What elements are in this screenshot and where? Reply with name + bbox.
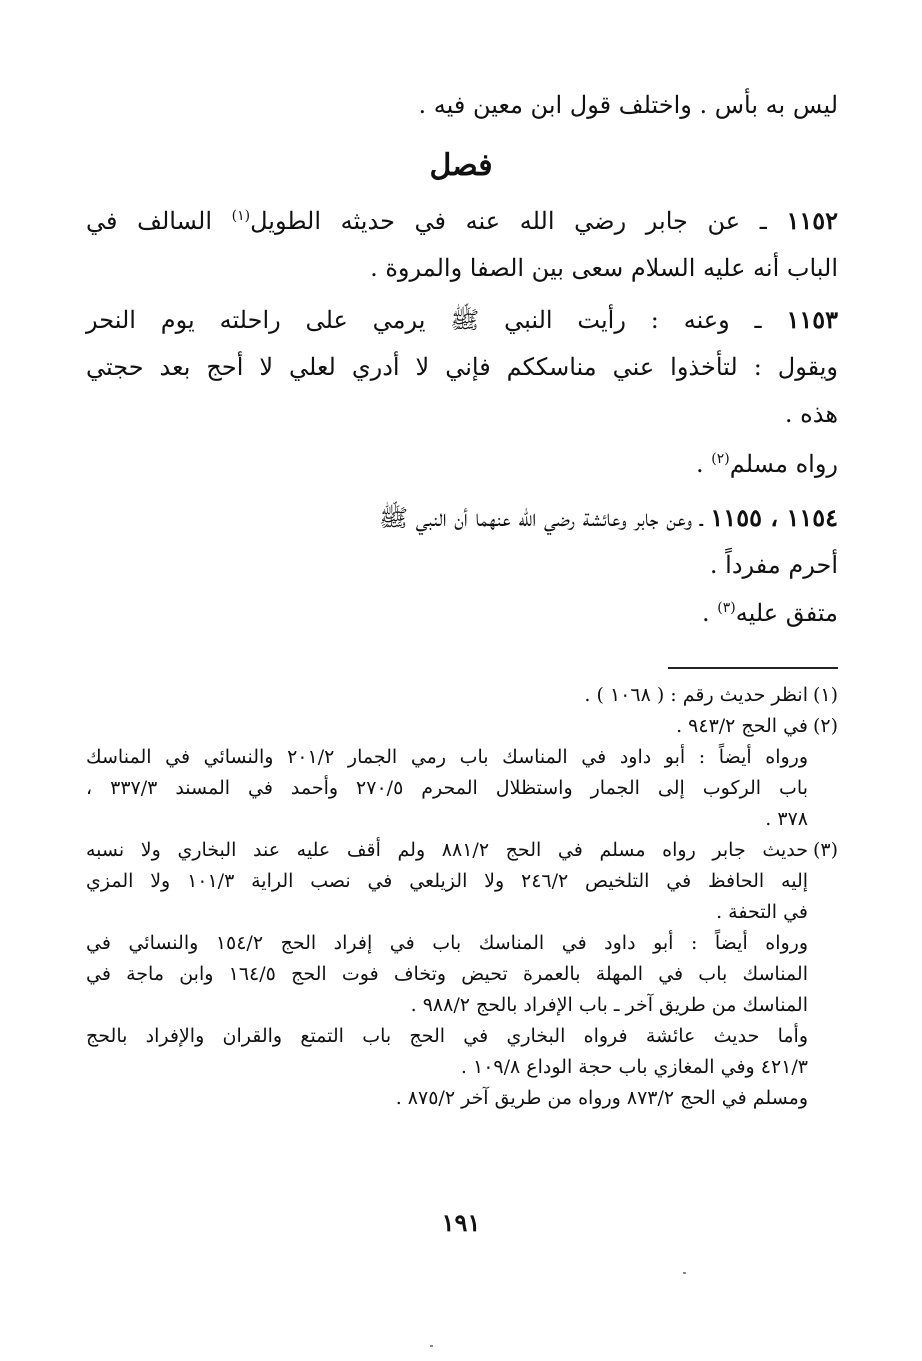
footnote-line: ٣٧٨ . xyxy=(765,808,808,830)
agreement-end: . xyxy=(702,599,718,627)
page-number: ١٩١ xyxy=(441,1208,481,1237)
footnote-line: في الحج ٩٤٣/٢ . xyxy=(676,715,808,737)
footnote-line: المناسك من طريق آخر ـ باب الإفراد بالحج ٩٨٨/٢ . xyxy=(410,994,808,1016)
footnote-line: ورواه أيضاً : أبو داود في المناسك باب رمي الجمار ٢٠١/٢ والنسائي في المناسك xyxy=(86,746,808,768)
narration-source xyxy=(86,441,838,488)
hadith-1153-line2: ويقول : لتأخذوا عني مناسككم فإني لا أدري لعلي لا أحج بعد حجتي xyxy=(86,353,838,381)
footnote-3 xyxy=(86,835,838,1114)
footnotes xyxy=(86,680,838,1114)
hadith-text: ـ عن جابر رضي الله عنه في حديثه الطويل xyxy=(250,207,767,235)
footnote-line: ورواه أيضاً : أبو داود في المناسك باب في إفراد الحج ١٥٤/٢ والنسائي في xyxy=(86,932,808,954)
footnote-marker: (٢) xyxy=(812,715,838,737)
footnote-line: إليه الحافظ في التلخيص ٢٤٦/٢ ولا الزيلعي في نصب الراية ١٠١/٣ ولا المزي xyxy=(86,870,809,892)
scan-speck xyxy=(430,1345,433,1347)
hadith-1152-line1 xyxy=(86,197,838,245)
footnote-line: انظر حديث رقم : ( ١٠٦٨ ) . xyxy=(584,684,808,706)
hadith-1153-line1 xyxy=(86,296,838,344)
agreement-line xyxy=(86,590,838,637)
footnote-line: باب الركوب إلى الجمار واستظلال المحرم ٢٧٠/٥ وأحمد في المسند ٣٣٧/٣ ، xyxy=(86,777,808,799)
hadith-text: ـ وعنه : رأيت النبي ﷺ يرمي على راحلته يوم النحر xyxy=(86,306,762,334)
opening-line-block xyxy=(86,82,838,129)
footnote-line: في التحفة . xyxy=(716,901,808,923)
hadith-1154-1155 xyxy=(86,494,838,589)
hadith-1154-line1 xyxy=(86,494,838,542)
hadith-number: ١١٥٤ ، ١١٥٥ xyxy=(710,503,838,532)
footnote-marker: (٣) xyxy=(812,839,838,861)
footnote-line: المناسك باب في المهلة بالعمرة تحيض وتخاف فوت الحج ١٦٤/٥ وابن ماجة في xyxy=(86,963,808,985)
narration-text: رواه مسلم xyxy=(729,450,838,478)
narration-source-line xyxy=(86,441,838,488)
narration-end: . xyxy=(696,450,712,478)
footnote-ref-3: (٣) xyxy=(717,600,736,616)
agreement-note xyxy=(86,590,838,637)
footnote-marker: (١) xyxy=(812,684,838,706)
footnote-line: ومسلم في الحج ٨٧٣/٢ ورواه من طريق آخر ٨٧٥/٢ . xyxy=(395,1087,808,1109)
hadith-number: ١١٥٢ xyxy=(786,206,839,235)
footnote-1 xyxy=(86,680,838,711)
hadith-1152-line2: الباب أنه عليه السلام سعى بين الصفا والمروة . xyxy=(370,254,838,282)
footnote-line: حديث جابر رواه مسلم في الحج ٨٨١/٢ ولم أقف عليه عند البخاري ولا نسبه xyxy=(86,839,809,861)
footnote-ref-1: (١) xyxy=(231,208,251,224)
hadith-number: ١١٥٣ xyxy=(786,305,838,334)
hadith-1153-line3: هذه . xyxy=(784,400,838,428)
footnote-line: وأما حديث عائشة فرواه البخاري في الحج باب التمتع والقران والإفراد بالحج xyxy=(86,1025,808,1047)
agreement-text: متفق عليه xyxy=(735,599,838,627)
footnote-line: ٤٢١/٣ وفي المغازي باب حجة الوداع ١٠٩/٨ . xyxy=(460,1056,808,1078)
hadith-1152 xyxy=(86,197,838,292)
opening-line: ليس به بأس . واختلف قول ابن معين فيه . xyxy=(418,91,838,119)
hadith-1153 xyxy=(86,296,838,438)
hadith-text: ـ وعن جابر وعائشة رضي الله عنهما أن النبي ﷺ xyxy=(379,504,703,532)
scan-speck xyxy=(683,1272,686,1274)
footnote-2 xyxy=(86,711,838,835)
footnote-separator xyxy=(668,667,838,669)
hadith-1154-line2: أحرم مفرداً . xyxy=(709,551,838,579)
hadith-text: السالف في xyxy=(86,207,232,235)
footnote-ref-2: (٢) xyxy=(711,451,730,467)
section-heading: فصل xyxy=(429,148,493,183)
